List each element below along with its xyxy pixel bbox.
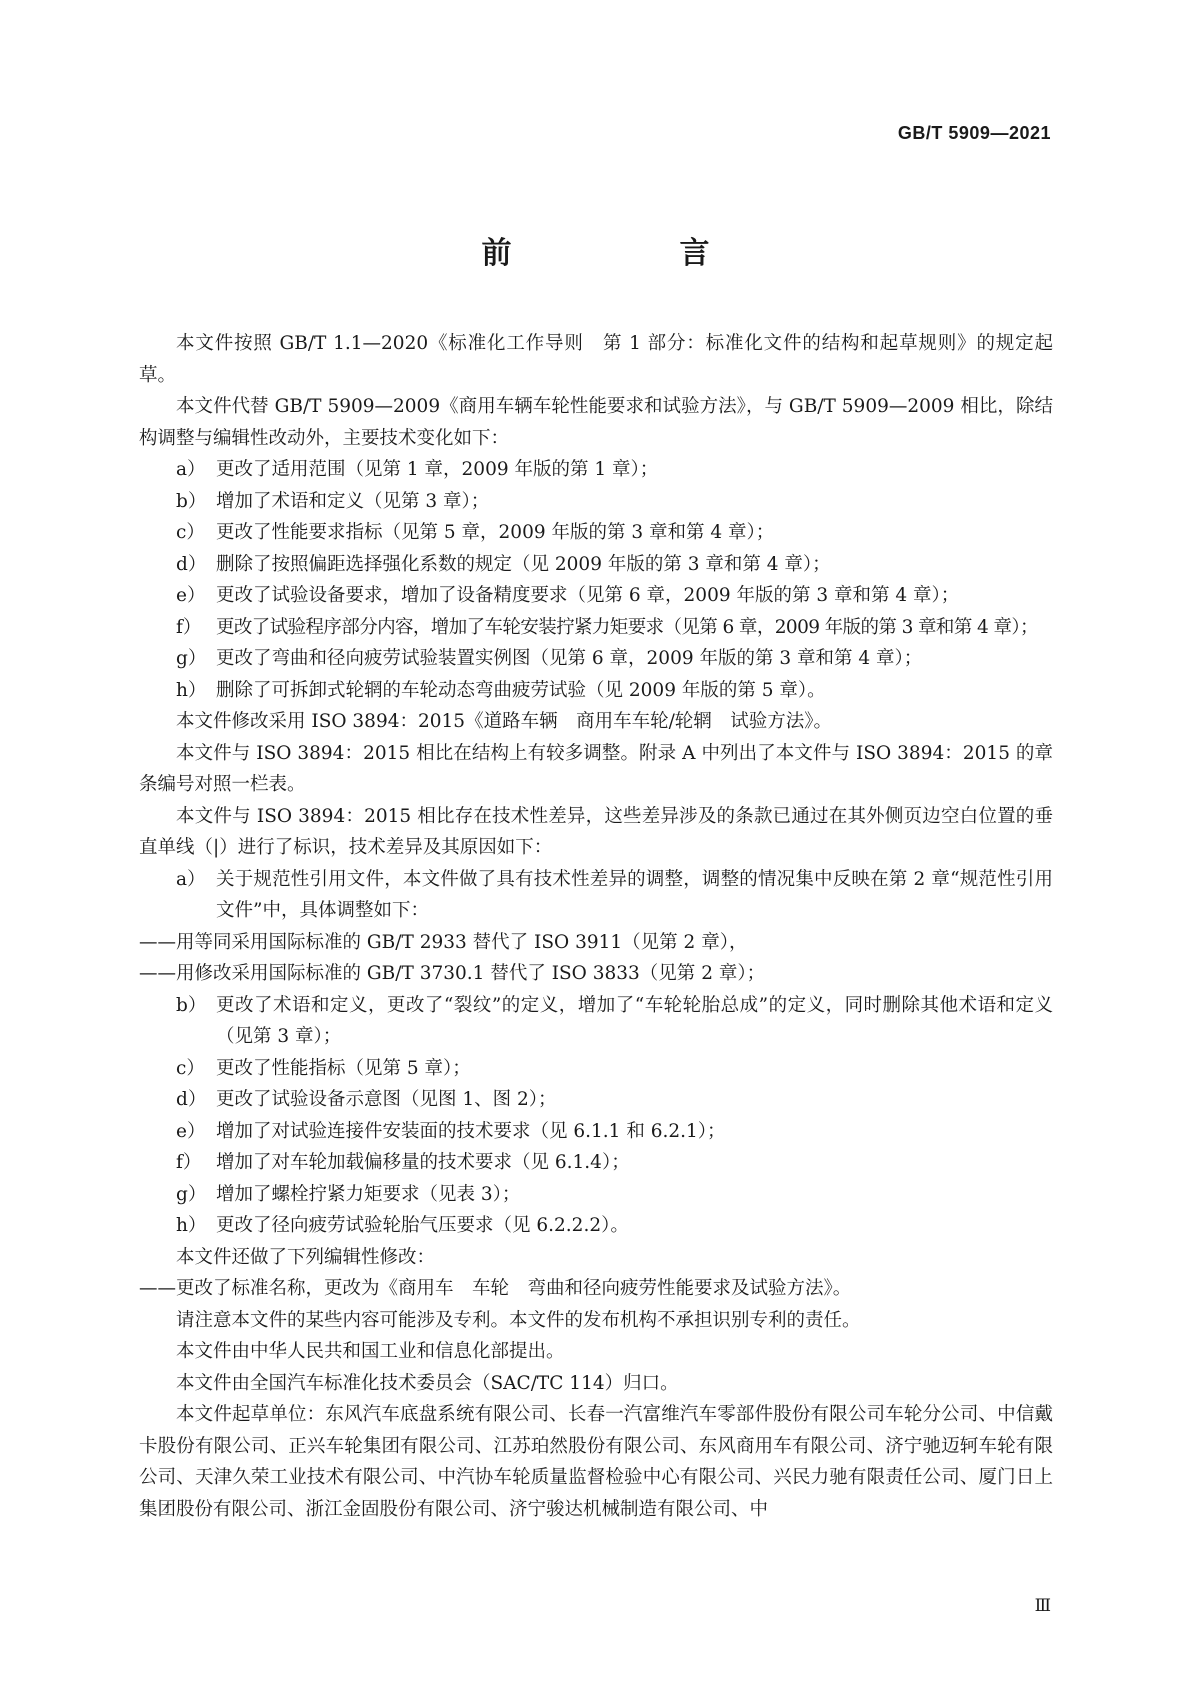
list-item: a） 关于规范性引用文件，本文件做了具有技术性差异的调整，调整的情况集中反映在第 2 章“规范性引用文件”中，具体调整如下： xyxy=(176,868,1053,921)
standard-code: GB/T 5909—2021 xyxy=(897,123,1051,143)
page-title: 前 言 xyxy=(481,236,746,271)
dash-item: ——更改了标准名称，更改为《商用车 车轮 弯曲和径向疲劳性能要求及试验方法》。 xyxy=(139,1278,852,1299)
paragraph-technical-committee: 本文件由全国汽车标准化技术委员会（SAC/TC 114）归口。 xyxy=(176,1372,679,1394)
list-item: f） 更改了试验程序部分内容，增加了车轮安装拧紧力矩要求（见第 6 章，2009 年版的第 3 章和第 4 章）； xyxy=(176,616,1038,638)
list-item: e） 增加了对试验连接件安装面的技术要求（见 6.1.1 和 6.2.1）； xyxy=(176,1120,726,1142)
paragraph-iso-adoption: 本文件修改采用 ISO 3894：2015《道路车辆 商用车车轮/轮辋 试验方法》。 xyxy=(176,711,833,732)
list-item: e） 更改了试验设备要求，增加了设备精度要求（见第 6 章，2009 年版的第 3 章和第 4 章）； xyxy=(176,585,960,606)
list-item: c） 更改了性能指标（见第 5 章）； xyxy=(176,1057,471,1079)
page-number: Ⅲ xyxy=(1034,1596,1051,1616)
paragraph-replacement: 本文件代替 GB/T 5909—2009《商用车辆车轮性能要求和试验方法》，与 GB/T 5909—2009 相比，除结构调整与编辑性改动外，主要技术变化如下： xyxy=(139,396,1053,449)
list-item: h） 删除了可拆卸式轮辋的车轮动态弯曲疲劳试验（见 2009 年版的第 5 章）。 xyxy=(176,679,826,701)
list-item: d） 删除了按照偏距选择强化系数的规定（见 2009 年版的第 3 章和第 4 章）； xyxy=(176,553,831,575)
paragraph-drafting-units: 本文件起草单位：东风汽车底盘系统有限公司、长春一汽富维汽车零部件股份有限公司车轮分公司、中信戴卡股份有限公司、正兴车轮集团有限公司、江苏珀然股份有限公司、东风商用车有限公司、济宁驰迈轲车轮有限公司、天津久荣工业技术有限公司、中汽协车轮质量监督检验中心有限公司、兴民力驰有限责任公司、厦门日上集团股份有限公司、浙江金固股份有限公司、济宁骏达机械制造有限公司、中 xyxy=(139,1404,1053,1520)
dash-item: ——用修改采用国际标准的 GB/T 3730.1 替代了 ISO 3833（见第 2 章）； xyxy=(139,963,766,984)
list-item: b） 更改了术语和定义，更改了“裂纹”的定义，增加了“车轮轮胎总成”的定义，同时删除其他术语和定义（见第 3 章）； xyxy=(176,994,1053,1047)
paragraph-structure: 本文件与 ISO 3894：2015 相比在结构上有较多调整。附录 A 中列出了本文件与 ISO 3894：2015 的章条编号对照一栏表。 xyxy=(139,742,1053,795)
list-item: h） 更改了径向疲劳试验轮胎气压要求（见 6.2.2.2）。 xyxy=(176,1215,629,1236)
list-item: g） 增加了螺栓拧紧力矩要求（见表 3）； xyxy=(176,1183,521,1205)
technical-differences-list xyxy=(139,864,1053,1242)
paragraph-drafting-rules: 本文件按照 GB/T 1.1—2020《标准化工作导则 第 1 部分：标准化文件的结构和起草规则》的规定起草。 xyxy=(139,333,1053,386)
dash-item: ——用等同采用国际标准的 GB/T 2933 替代了 ISO 3911（见第 2 章）， xyxy=(139,931,748,953)
paragraph-patent-notice: 请注意本文件的某些内容可能涉及专利。本文件的发布机构不承担识别专利的责任。 xyxy=(176,1309,861,1331)
list-item: f） 增加了对车轮加载偏移量的技术要求（见 6.1.4）； xyxy=(176,1152,630,1173)
list-item: d） 更改了试验设备示意图（见图 1、图 2）； xyxy=(176,1089,557,1110)
list-item: g） 更改了弯曲和径向疲劳试验装置实例图（见第 6 章，2009 年版的第 3 章和第 4 章）； xyxy=(176,648,923,669)
list-item: c） 更改了性能要求指标（见第 5 章，2009 年版的第 3 章和第 4 章）； xyxy=(176,522,775,543)
list-item: b） 增加了术语和定义（见第 3 章）； xyxy=(176,490,490,512)
list-item: a） 更改了适用范围（见第 1 章，2009 年版的第 1 章）； xyxy=(176,459,659,480)
technical-changes-list xyxy=(139,454,1053,706)
paragraph-technical-differences: 本文件与 ISO 3894：2015 相比存在技术性差异，这些差异涉及的条款已通过在其外侧页边空白位置的垂直单线（|）进行了标识，技术差异及其原因如下： xyxy=(139,805,1053,858)
paragraph-proposer: 本文件由中华人民共和国工业和信息化部提出。 xyxy=(176,1341,565,1362)
foreword-body xyxy=(139,328,1053,1525)
paragraph-editorial-changes: 本文件还做了下列编辑性修改： xyxy=(176,1246,436,1268)
